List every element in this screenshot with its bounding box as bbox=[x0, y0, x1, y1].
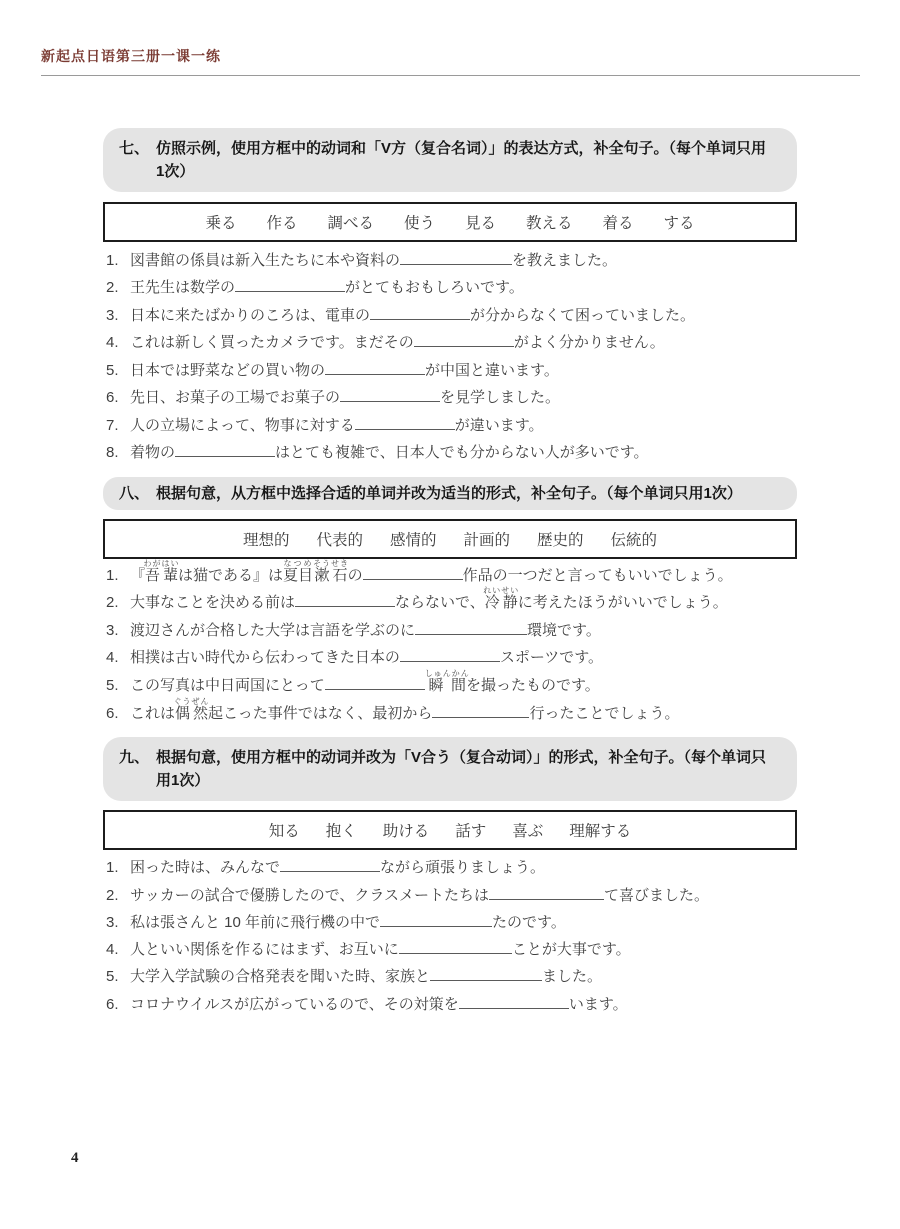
answer-blank bbox=[325, 676, 425, 690]
section-8-word-bank bbox=[103, 519, 797, 559]
sentence-fragment: を撮ったものです。 bbox=[465, 676, 600, 694]
sentence-text bbox=[130, 648, 603, 668]
sentence-text bbox=[130, 559, 733, 586]
sentence-row bbox=[106, 298, 798, 326]
sentence-text bbox=[130, 361, 559, 381]
sentence-fragment: 着物の bbox=[130, 444, 176, 461]
sentence-fragment: の bbox=[347, 566, 363, 584]
answer-blank bbox=[280, 858, 380, 872]
sentence-number: 5. bbox=[106, 676, 119, 694]
word-bank-item: 理解する bbox=[569, 823, 632, 840]
sentence-text bbox=[130, 586, 728, 613]
word-bank-item: 調べる bbox=[327, 215, 374, 232]
sentence-number: 3. bbox=[106, 621, 119, 639]
sentence-text bbox=[130, 443, 649, 463]
sentence-row bbox=[106, 960, 798, 987]
sentence-fragment: がよく分かりません。 bbox=[513, 334, 665, 351]
sentence-fragment: 先日、お菓子の工場でお菓子の bbox=[130, 389, 341, 406]
sentence-number: 1. bbox=[106, 566, 119, 584]
ruby-annotated-word bbox=[424, 668, 470, 694]
sentence-fragment: 大事なことを決める前は bbox=[130, 594, 296, 612]
sentence-number: 6. bbox=[106, 995, 119, 1013]
sentence-number: 4. bbox=[106, 649, 119, 667]
section-7-title bbox=[119, 137, 781, 183]
sentence-number: 8. bbox=[106, 444, 119, 461]
sentence-fragment: 相撲は古い時代から伝わってきた日本の bbox=[130, 649, 400, 667]
sentence-row bbox=[106, 641, 798, 669]
sentence-fragment: 困った時は、みんなで bbox=[130, 859, 281, 877]
sentence-fragment: ながら頑張りましょう。 bbox=[380, 859, 546, 877]
section-9-title bbox=[119, 746, 781, 792]
word-bank-item: 喜ぶ bbox=[512, 823, 544, 840]
answer-blank bbox=[325, 361, 425, 375]
sentence-text bbox=[130, 697, 679, 724]
word-bank-item: 見る bbox=[465, 215, 497, 232]
sentence-number: 1. bbox=[106, 251, 119, 269]
sentence-fragment: はとても複雑で、日本人でも分からない人が多いです。 bbox=[275, 444, 649, 461]
section-title-text: 1次） bbox=[156, 163, 195, 180]
word-bank-item: 使う bbox=[403, 215, 435, 232]
sentence-row bbox=[106, 613, 798, 641]
sentence-number: 3. bbox=[106, 913, 119, 931]
running-header: 新起点日语第三册一课一练 bbox=[41, 48, 221, 64]
sentence-fragment: 図書館の係員は新入生たちに本や資料の bbox=[130, 251, 401, 269]
ruby-base: 吾輩 bbox=[143, 566, 180, 584]
sentence-fragment: これは新しく買ったカメラです。まだその bbox=[130, 334, 414, 351]
answer-blank bbox=[489, 886, 604, 900]
section-8-title bbox=[119, 482, 781, 505]
answer-blank bbox=[414, 333, 514, 347]
sentence-fragment: この写真は中日両国にとって bbox=[130, 676, 325, 694]
section-9-word-bank bbox=[103, 810, 797, 850]
ruby-annotated-word bbox=[143, 558, 180, 584]
sentence-fragment: が中国と違います。 bbox=[425, 361, 559, 379]
answer-blank bbox=[415, 621, 527, 635]
sentence-row bbox=[106, 408, 798, 436]
answer-blank bbox=[340, 388, 440, 402]
ruby-reading: そうせき bbox=[313, 558, 350, 568]
page-number: 4 bbox=[71, 1150, 79, 1166]
section-title-text: 用1次） bbox=[156, 772, 210, 789]
sentence-fragment: は猫である』は bbox=[178, 566, 284, 584]
section-7-instruction-box bbox=[103, 128, 797, 192]
sentence-row bbox=[106, 271, 798, 299]
word-bank-item: 話す bbox=[455, 823, 487, 840]
sentence-fragment: 渡辺さんが合格した大学は言語を学ぶのに bbox=[130, 621, 416, 639]
sentence-fragment: が分からなくて困っていました。 bbox=[470, 306, 696, 324]
sentence-fragment: を見学しました。 bbox=[440, 389, 561, 406]
sentence-fragment: 作品の一つだと言ってもいいでしょう。 bbox=[462, 566, 733, 584]
word-bank-item: 抱く bbox=[325, 823, 357, 840]
section-number-label: 九、 bbox=[119, 749, 150, 766]
answer-blank bbox=[399, 940, 512, 954]
sentence-text bbox=[130, 278, 524, 298]
sentence-number: 4. bbox=[106, 334, 119, 351]
answer-blank bbox=[432, 704, 529, 718]
sentence-number: 5. bbox=[106, 361, 119, 379]
sentence-fragment: 人の立場によって、物事に対する bbox=[130, 416, 355, 434]
section-8-sentences bbox=[106, 558, 798, 724]
sentence-row bbox=[106, 558, 798, 586]
sentence-text bbox=[130, 669, 600, 696]
word-bank-item: 知る bbox=[268, 823, 300, 840]
ruby-reading: わがはい bbox=[143, 558, 180, 568]
sentence-text bbox=[130, 333, 665, 353]
ruby-reading: れいせい bbox=[483, 586, 520, 596]
sentence-fragment: 起こった事件ではなく、最初から bbox=[208, 704, 433, 722]
word-bank-item: 代表的 bbox=[316, 532, 363, 549]
sentence-row bbox=[106, 987, 798, 1014]
ruby-annotated-word bbox=[173, 696, 210, 722]
ruby-base: 冷静 bbox=[483, 594, 520, 612]
answer-blank bbox=[175, 443, 275, 457]
answer-blank bbox=[430, 967, 542, 981]
section-number-label: 八、 bbox=[119, 485, 150, 502]
sentence-row bbox=[106, 906, 798, 933]
word-bank-item: 歴史的 bbox=[537, 532, 584, 549]
sentence-fragment: 人といい関係を作るにはまず、お互いに bbox=[130, 941, 399, 959]
sentence-row bbox=[106, 381, 798, 409]
sentence-number: 2. bbox=[106, 594, 119, 612]
sentence-fragment: が違います。 bbox=[454, 416, 544, 434]
word-bank-item: 伝統的 bbox=[610, 532, 658, 549]
sentence-fragment: 王先生は数学の bbox=[130, 279, 236, 296]
answer-blank bbox=[370, 306, 470, 320]
sentence-text bbox=[130, 995, 628, 1015]
ruby-reading: なつめ bbox=[283, 558, 314, 568]
sentence-fragment: サッカーの試合で優勝したので、クラスメートたちは bbox=[130, 886, 489, 904]
answer-blank bbox=[355, 416, 455, 430]
sentence-fragment: ことが大事です。 bbox=[511, 941, 631, 959]
section-9-instruction-box bbox=[103, 737, 797, 801]
sentence-number: 6. bbox=[106, 389, 119, 406]
answer-blank bbox=[295, 593, 395, 607]
word-bank-item: 助ける bbox=[382, 823, 430, 840]
sentence-fragment: たのです。 bbox=[492, 913, 566, 931]
sentence-fragment: に考えたほうがいいでしょう。 bbox=[517, 594, 728, 612]
sentence-fragment: 環境です。 bbox=[527, 621, 601, 639]
sentence-fragment: 日本に来たばかりのころは、電車の bbox=[130, 306, 371, 324]
word-bank-item: 着る bbox=[602, 215, 634, 232]
section-9-sentences bbox=[106, 851, 798, 1015]
sentence-row bbox=[106, 586, 798, 614]
ruby-reading: ぐうぜん bbox=[173, 696, 210, 706]
sentence-row bbox=[106, 933, 798, 960]
sentence-fragment: 私は張さんと 10 年前に飛行機の中で bbox=[130, 913, 381, 931]
header-divider-line bbox=[41, 75, 860, 76]
sentence-text bbox=[130, 967, 602, 987]
sentence-text bbox=[130, 621, 601, 641]
ruby-reading: しゅんかん bbox=[424, 668, 470, 678]
sentence-fragment: います。 bbox=[568, 995, 628, 1013]
word-bank-item: 作る bbox=[266, 215, 298, 232]
sentence-text bbox=[130, 251, 617, 271]
section-7-word-bank bbox=[103, 202, 797, 242]
sentence-row bbox=[106, 326, 798, 354]
sentence-text bbox=[130, 388, 560, 408]
sentence-fragment: コロナウイルスが広がっているので、その対策を bbox=[130, 995, 459, 1013]
ruby-annotated-word bbox=[313, 558, 350, 584]
answer-blank bbox=[400, 251, 512, 265]
sentence-number: 2. bbox=[106, 279, 119, 296]
sentence-fragment: 日本では野菜などの買い物の bbox=[130, 361, 326, 379]
answer-blank bbox=[400, 648, 500, 662]
section-8-instruction-box bbox=[103, 477, 797, 510]
section-title-text: 根据句意，从方框中选择合适的单词并改为适当的形式，补全句子。（每个单词只用1次） bbox=[156, 485, 742, 502]
sentence-row bbox=[106, 243, 798, 271]
sentence-number: 4. bbox=[106, 941, 119, 959]
ruby-annotated-word bbox=[283, 558, 314, 584]
section-title-text: 仿照示例，使用方框中的动词和「V方（复合名词）」的表达方式，补全句子。（每个单词只用 bbox=[156, 140, 767, 157]
sentence-text bbox=[130, 858, 545, 878]
sentence-row bbox=[106, 851, 798, 878]
sentence-number: 1. bbox=[106, 859, 119, 877]
sentence-fragment: 『 bbox=[130, 566, 146, 584]
sentence-text bbox=[130, 416, 544, 436]
sentence-number: 2. bbox=[106, 886, 119, 904]
sentence-text bbox=[130, 306, 695, 326]
sentence-row bbox=[106, 668, 798, 696]
sentence-fragment: スポーツです。 bbox=[499, 649, 604, 667]
sentence-fragment: がとてもおもしろいです。 bbox=[345, 279, 524, 296]
answer-blank bbox=[235, 278, 345, 292]
sentence-row bbox=[106, 878, 798, 905]
sentence-text bbox=[130, 940, 631, 960]
sentence-fragment: ならないで、 bbox=[395, 594, 485, 612]
sentence-fragment: これは bbox=[130, 704, 176, 722]
sentence-number: 6. bbox=[106, 704, 119, 722]
word-bank-item: 理想的 bbox=[242, 532, 290, 549]
sentence-text bbox=[130, 913, 566, 933]
word-bank-item: する bbox=[663, 215, 695, 232]
sentence-row bbox=[106, 353, 798, 381]
sentence-fragment: 大学入学試験の合格発表を聞いた時、家族と bbox=[130, 968, 431, 986]
ruby-base: 瞬間 bbox=[424, 676, 470, 694]
word-bank-item: 計画的 bbox=[463, 532, 511, 549]
word-bank-item: 乗る bbox=[205, 215, 237, 232]
sentence-text bbox=[130, 886, 709, 906]
section-number-label: 七、 bbox=[119, 140, 150, 157]
word-bank-item: 感情的 bbox=[389, 532, 437, 549]
ruby-base: 漱石 bbox=[313, 566, 350, 584]
sentence-row bbox=[106, 436, 798, 464]
answer-blank bbox=[380, 913, 492, 927]
sentence-fragment: ました。 bbox=[542, 968, 603, 986]
sentence-fragment: て喜びました。 bbox=[603, 886, 709, 904]
sentence-fragment: 行ったことでしょう。 bbox=[529, 704, 680, 722]
ruby-annotated-word bbox=[483, 586, 520, 612]
section-title-text: 根据句意，使用方框中的动词并改为「V合う（复合动词）」的形式，补全句子。（每个单词只 bbox=[156, 749, 767, 766]
sentence-number: 5. bbox=[106, 968, 119, 986]
answer-blank bbox=[363, 566, 463, 580]
answer-blank bbox=[459, 995, 569, 1009]
section-7-sentences bbox=[106, 243, 798, 463]
sentence-row bbox=[106, 696, 798, 724]
sentence-number: 3. bbox=[106, 306, 119, 324]
sentence-fragment: を教えました。 bbox=[512, 251, 618, 269]
ruby-base: 夏目 bbox=[283, 566, 314, 584]
sentence-number: 7. bbox=[106, 416, 119, 434]
ruby-base: 偶然 bbox=[173, 704, 210, 722]
word-bank-item: 教える bbox=[526, 215, 573, 232]
